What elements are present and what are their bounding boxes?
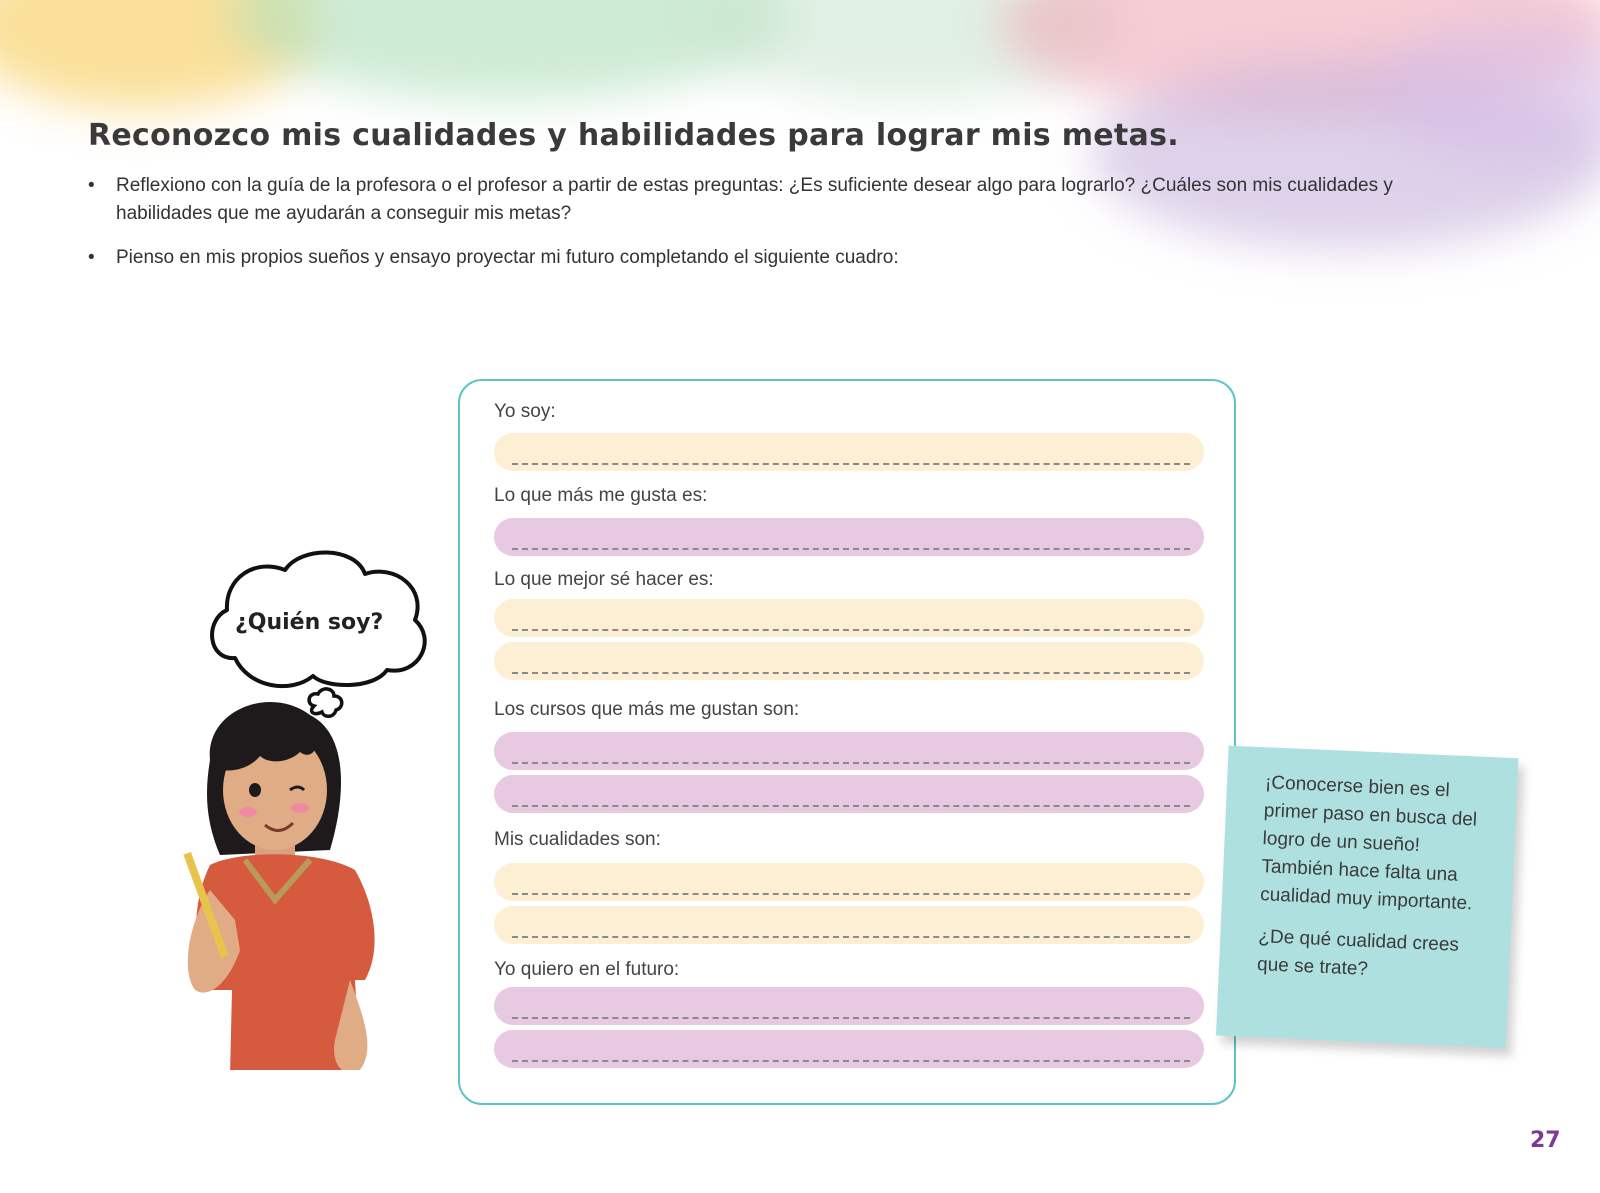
note-question: ¿De qué cualidad crees que se trate?	[1256, 926, 1460, 980]
field-label-futuro: Yo quiero en el futuro:	[494, 959, 680, 980]
form-card	[458, 379, 1236, 1105]
field-label-yo-soy: Yo soy:	[494, 401, 556, 422]
field-label-cualidades: Mis cualidades son:	[494, 829, 661, 850]
girl-illustration	[150, 690, 440, 1120]
instruction-item	[88, 172, 1448, 228]
note-paper	[1216, 746, 1518, 1048]
bullet-icon: •	[88, 247, 95, 268]
thought-bubble	[205, 548, 435, 698]
answer-line[interactable]	[494, 518, 1204, 556]
answer-line[interactable]	[494, 863, 1204, 901]
answer-line[interactable]	[494, 732, 1204, 770]
instruction-text: Pienso en mis propios sueños y ensayo proyectar mi futuro completando el siguiente cuadro:	[116, 247, 899, 268]
bullet-icon: •	[88, 175, 95, 196]
page-title: Reconozco mis cualidades y habilidades para lograr mis metas.	[88, 118, 1179, 153]
answer-line[interactable]	[494, 642, 1204, 680]
answer-line[interactable]	[494, 433, 1204, 471]
instruction-list	[88, 172, 1448, 288]
sticky-note	[1216, 746, 1529, 1059]
answer-line[interactable]	[494, 987, 1204, 1025]
instruction-text: Reflexiono con la guía de la profesora o el profesor a partir de estas preguntas: ¿Es suficiente desear algo para lograrlo? ¿Cuáles son mis cualidades y habilidades que me ayudarán a conseguir mis metas?	[116, 175, 1393, 224]
answer-line[interactable]	[494, 906, 1204, 944]
field-label-gusta: Lo que más me gusta es:	[494, 485, 708, 506]
field-label-cursos: Los cursos que más me gustan son:	[494, 699, 800, 720]
note-text: ¡Conocerse bien es el primer paso en busca del logro de un sueño! También hace falta una cualidad muy importante.	[1259, 772, 1478, 915]
answer-line[interactable]	[494, 599, 1204, 637]
thought-text: ¿Quién soy?	[235, 610, 384, 635]
answer-line[interactable]	[494, 775, 1204, 813]
instruction-item	[88, 244, 1448, 272]
page-number: 27	[1530, 1128, 1561, 1153]
field-label-mejor-se-hacer: Lo que mejor sé hacer es:	[494, 569, 714, 590]
answer-line[interactable]	[494, 1030, 1204, 1068]
